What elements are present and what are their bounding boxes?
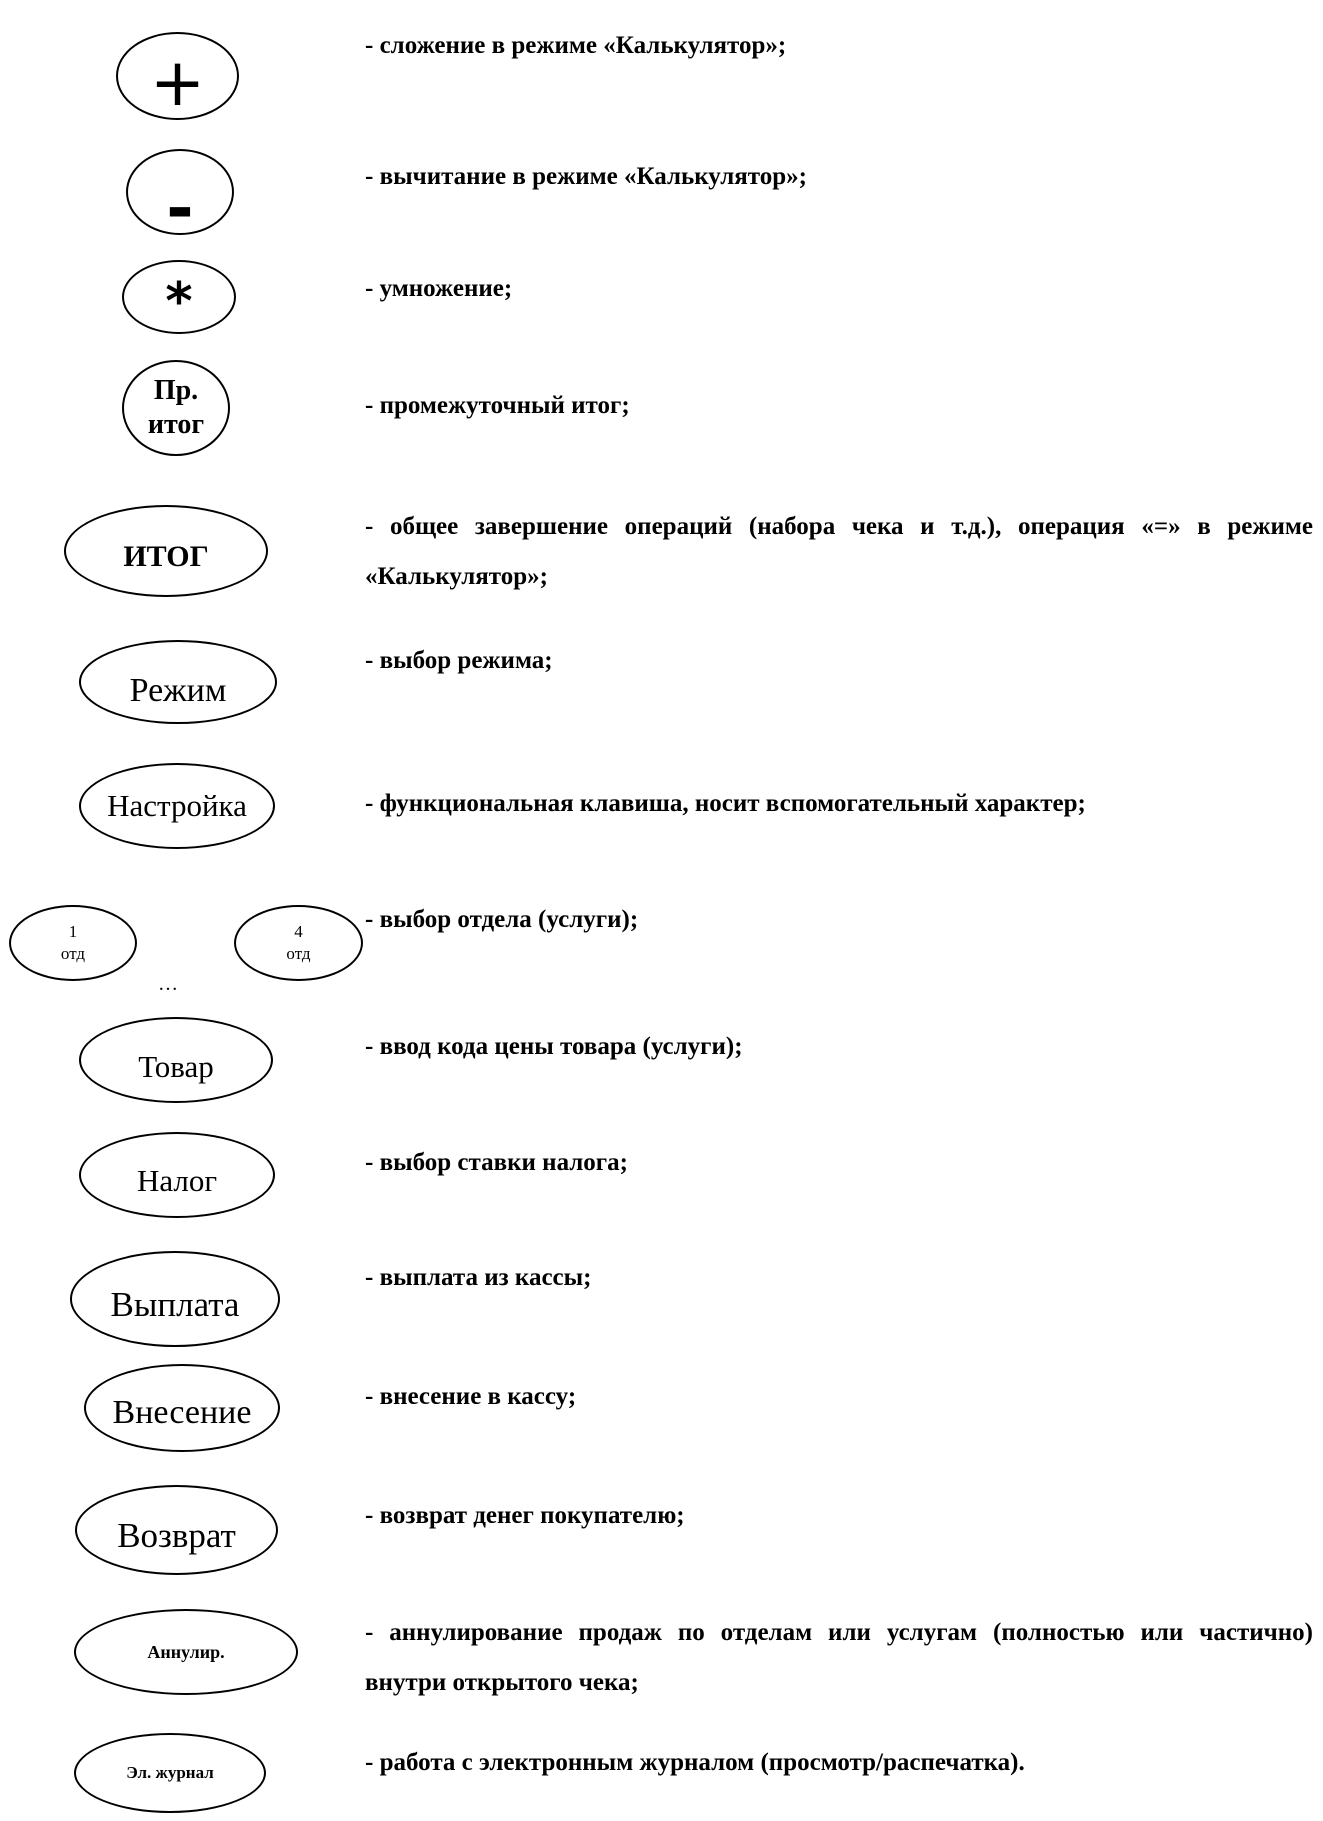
deposit-key-label: Внесение [112, 1394, 252, 1432]
subtotal-key-line2: итог [147, 409, 205, 440]
tax-description: - выбор ставки налога; [365, 1149, 628, 1176]
goods-key[interactable] [79, 1017, 273, 1103]
dept-4-label: отд [286, 944, 311, 963]
plus-key[interactable] [116, 32, 239, 120]
payout-key[interactable] [70, 1251, 280, 1347]
ejournal-description: - работа с электронным журналом (просмотр/распечатка). [365, 1749, 1025, 1776]
ejournal-key[interactable] [74, 1733, 266, 1813]
cancel-key-label: Аннулир. [147, 1641, 225, 1662]
goods-key-label: Товар [138, 1048, 214, 1084]
multiply-key[interactable] [122, 260, 236, 334]
refund-key[interactable] [75, 1485, 278, 1575]
mode-key[interactable] [79, 640, 277, 724]
refund-key-label: Возврат [117, 1515, 236, 1555]
cancel-key[interactable] [74, 1609, 298, 1695]
asterisk-icon: * [165, 271, 193, 332]
dept-1-label: отд [60, 944, 86, 963]
dept-1-number: 1 [68, 922, 78, 941]
plus-description: - сложение в режиме «Калькулятор»; [365, 32, 787, 59]
minus-key[interactable] [126, 149, 234, 248]
deposit-key[interactable] [84, 1364, 280, 1452]
minus-description: - вычитание в режиме «Калькулятор»; [365, 163, 807, 190]
total-key[interactable] [64, 505, 268, 597]
mode-description: - выбор режима; [365, 647, 553, 674]
subtotal-description: - промежуточный итог; [365, 392, 630, 419]
subtotal-key[interactable] [122, 360, 230, 456]
payout-description: - выплата из кассы; [365, 1264, 592, 1291]
payout-key-label: Выплата [110, 1284, 240, 1324]
settings-key[interactable] [79, 763, 275, 849]
ellipsis: … [158, 973, 178, 995]
deposit-description: - внесение в кассу; [365, 1383, 577, 1410]
refund-description: - возврат денег покупателю; [365, 1502, 685, 1529]
multiply-description: - умножение; [365, 275, 513, 302]
minus-icon: - [166, 170, 194, 248]
plus-icon: + [149, 44, 206, 122]
goods-description: - ввод кода цены товара (услуги); [365, 1033, 743, 1060]
dept-1-key[interactable] [9, 905, 137, 981]
ejournal-key-label: Эл. журнал [126, 1763, 214, 1783]
subtotal-key-line1: Пр. [153, 375, 199, 406]
cancel-description: - аннулирование продаж по отделам или услугам (полностью или частично) внутри открытого чека; [365, 1619, 1313, 1696]
dept-4-key[interactable] [234, 905, 363, 981]
dept-description: - выбор отдела (услуги); [365, 906, 639, 933]
tax-key-label: Налог [136, 1162, 218, 1198]
settings-key-label: Настройка [107, 787, 247, 823]
total-description: - общее завершение операций (набора чека и т.д.), операция «=» в режиме «Калькулятор»; [365, 513, 1313, 590]
mode-key-label: Режим [129, 672, 227, 710]
dept-4-number: 4 [294, 922, 303, 941]
total-key-label: ИТОГ [123, 540, 209, 574]
tax-key[interactable] [79, 1132, 275, 1218]
settings-description: - функциональная клавиша, носит вспомогательный характер; [365, 790, 1086, 817]
